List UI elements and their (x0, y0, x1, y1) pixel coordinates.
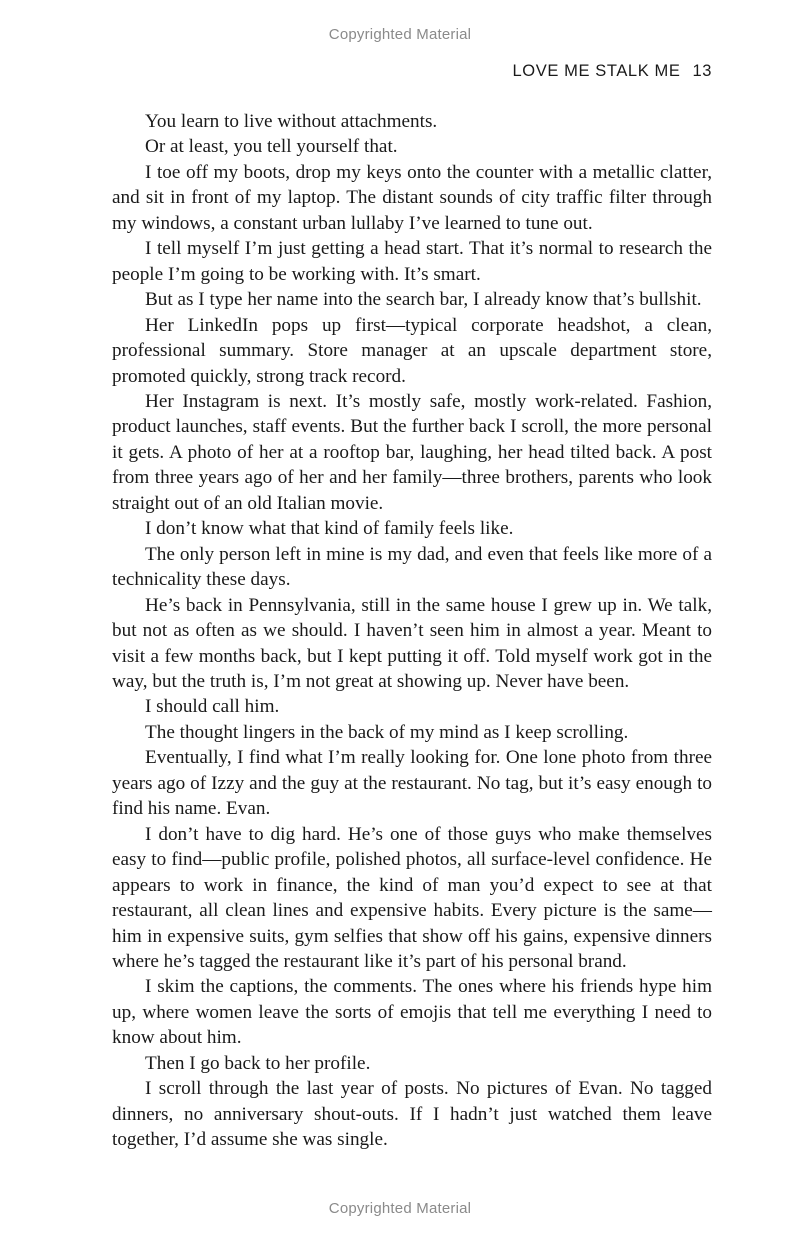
running-header (513, 62, 712, 81)
paragraph: He’s back in Pennsylvania, still in the same house I grew up in. We talk, but not as often as we should. I haven’t seen him in almost a year. Meant to visit a few months back, but I kept putting it off. Told myself work got in the way, but the truth is, I’m not great at showing up. Never have been. (112, 594, 712, 692)
paragraph: Eventually, I find what I’m really looking for. One lone photo from three years ago of Izzy and the guy at the restaurant. No tag, but it’s easy enough to find his name. Evan. (112, 747, 712, 820)
paragraph: Or at least, you tell yourself that. (145, 136, 398, 158)
paragraph: I should call him. (145, 696, 280, 718)
running-title: LOVE ME STALK ME (512, 62, 681, 80)
paragraph: I scroll through the last year of posts. No pictures of Evan. No tagged dinners, no anniversary shout-outs. If I hadn’t just watched them leave together, I’d assume she was single. (112, 1078, 712, 1151)
paragraph: Then I go back to her profile. (145, 1052, 371, 1074)
body-text (112, 109, 712, 1153)
paragraph: I skim the captions, the comments. The ones where his friends hype him up, where women leave the sorts of emojis that tell me everything I need to know about him. (112, 976, 712, 1049)
paragraph: But as I type her name into the search bar, I already know that’s bullshit. (145, 289, 702, 311)
page-number: 13 (692, 62, 712, 80)
paragraph: Her LinkedIn pops up first—typical corporate headshot, a clean, professional summary. Store manager at an upscale department store, promoted quickly, strong track record. (112, 314, 712, 387)
paragraph: The only person left in mine is my dad, and even that feels like more of a technicality these days. (112, 543, 712, 591)
paragraph: I don’t have to dig hard. He’s one of those guys who make themselves easy to find—public profile, polished photos, all surface-level confidence. He appears to work in finance, the kind of man you’d expect to see at that restaurant, all clean lines and expensive habits. Every picture is the same—him in expensive suits, gym selfies that show off his gains, expensive dinners where he’s tagged the restaurant like it’s part of his personal brand. (112, 823, 712, 972)
paragraph: I tell myself I’m just getting a head start. That it’s normal to research the people I’m going to be working with. It’s smart. (112, 238, 712, 285)
copyright-watermark-top: Copyrighted Material (328, 26, 472, 43)
copyright-watermark-bottom: Copyrighted Material (328, 1200, 472, 1217)
paragraph: Her Instagram is next. It’s mostly safe, mostly work-related. Fashion, product launches, staff events. But the further back I scroll, the more personal it gets. A photo of her at a rooftop bar, laughing, her head tilted back. A post from three years ago of her and her family—three brothers, parents who look straight out of an old Italian movie. (112, 390, 712, 514)
paragraph: I toe off my boots, drop my keys onto the counter with a metallic clatter, and sit in front of my laptop. The distant sounds of city traffic filter through my windows, a constant urban lullaby I’ve learned to tune out. (112, 161, 712, 234)
paragraph: I don’t know what that kind of family feels like. (145, 518, 514, 540)
paragraph: The thought lingers in the back of my mind as I keep scrolling. (145, 721, 629, 743)
paragraph: You learn to live without attachments. (145, 111, 438, 132)
